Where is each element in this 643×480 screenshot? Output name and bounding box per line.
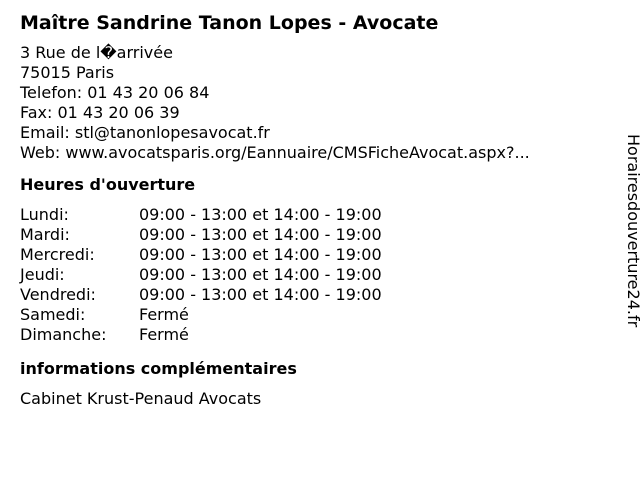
hours-row [20,265,610,285]
day-hours: Fermé [139,325,189,344]
email-address: Email: stl@tanonlopesavocat.fr [20,123,270,142]
day-hours: 09:00 - 13:00 et 14:00 - 19:00 [139,265,382,284]
hours-row [20,305,610,325]
hours-row [20,325,610,345]
day-label: Vendredi: [20,285,96,304]
contact-block [20,43,610,163]
page-title: Maître Sandrine Tanon Lopes - Avocate [20,12,439,34]
address-street: 3 Rue de l�arrivée [20,43,173,62]
opening-hours-table [20,205,610,345]
site-watermark: Horairesdouverture24.fr [624,134,643,328]
day-hours: Fermé [139,305,189,324]
day-hours: 09:00 - 13:00 et 14:00 - 19:00 [139,285,382,304]
day-label: Mercredi: [20,245,95,264]
opening-hours-heading: Heures d'ouverture [20,175,196,194]
address-city: 75015 Paris [20,63,115,82]
phone-number: Telefon: 01 43 20 06 84 [20,83,210,102]
day-hours: 09:00 - 13:00 et 14:00 - 19:00 [139,245,382,264]
day-label: Jeudi: [20,265,65,284]
day-label: Mardi: [20,225,70,244]
website-url: Web: www.avocatsparis.org/Eannuaire/CMSFicheAvocat.aspx?... [20,143,530,162]
fax-number: Fax: 01 43 20 06 39 [20,103,180,122]
business-card [20,11,610,409]
day-label: Samedi: [20,305,86,324]
day-label: Dimanche: [20,325,107,344]
hours-row [20,225,610,245]
hours-row [20,205,610,225]
day-hours: 09:00 - 13:00 et 14:00 - 19:00 [139,225,382,244]
day-label: Lundi: [20,205,69,224]
hours-row [20,285,610,305]
additional-info-text: Cabinet Krust-Penaud Avocats [20,389,262,408]
day-hours: 09:00 - 13:00 et 14:00 - 19:00 [139,205,382,224]
additional-info-heading: informations complémentaires [20,359,297,378]
hours-row [20,245,610,265]
